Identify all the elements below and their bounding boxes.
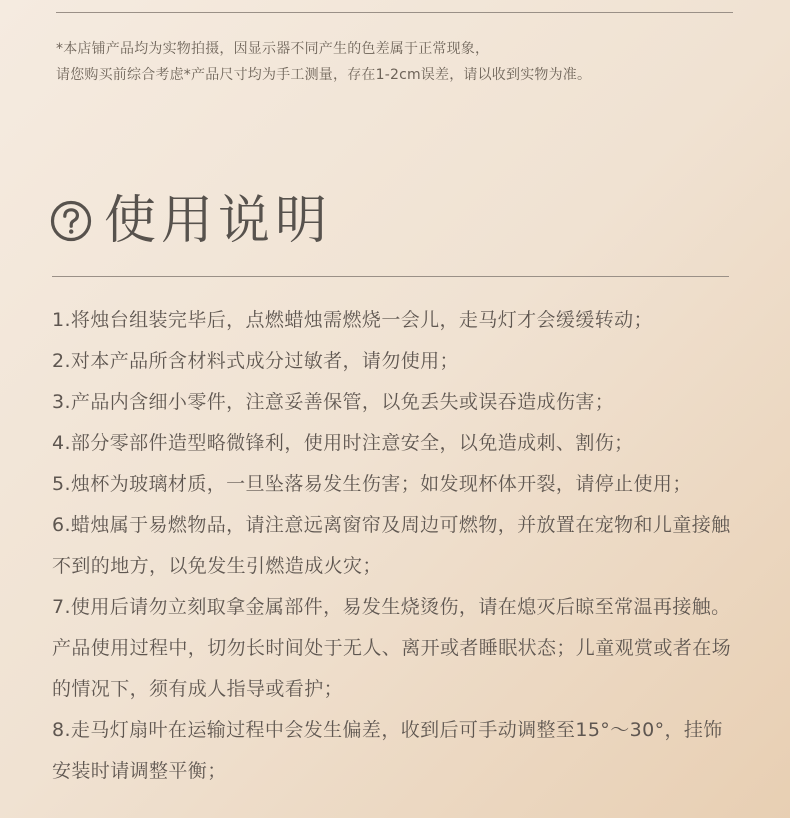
- disclaimer-line-1: *本店铺产品均为实物拍摄，因显示器不同产生的色差属于正常现象，: [56, 41, 490, 57]
- section-title: 使用说明: [104, 191, 333, 251]
- usage-note: 8.走马灯扇叶在运输过程中会发生偏差，收到后可手动调整至15°～30°，挂饰安装时请调整平衡；: [52, 719, 723, 782]
- usage-notes-list: [52, 300, 734, 792]
- usage-note: 2.对本产品所含材料式成分过敏者，请勿使用；: [52, 350, 459, 372]
- top-divider: [56, 12, 733, 13]
- usage-note: 4.部分零部件造型略微锋利，使用时注意安全，以免造成刺、割伤；: [52, 432, 634, 454]
- question-circle-icon: [50, 200, 92, 242]
- disclaimer-line-2: 请您购买前综合考虑*产品尺寸均为手工测量，存在1-2cm误差，请以收到实物为准。: [56, 67, 592, 83]
- disclaimer: [56, 36, 746, 88]
- usage-note: 6.蜡烛属于易燃物品，请注意远离窗帘及周边可燃物，并放置在宠物和儿童接触不到的地方，以免发生引燃造成火灾；: [52, 514, 731, 577]
- usage-note: 7.使用后请勿立刻取拿金属部件，易发生烧烫伤，请在熄灭后晾至常温再接触。产品使用过程中，切勿长时间处于无人、离开或者睡眠状态；儿童观赏或者在场的情况下，须有成人指导或看护；: [52, 596, 732, 700]
- usage-note: 3.产品内含细小零件，注意妥善保管，以免丢失或误吞造成伤害；: [52, 391, 615, 413]
- usage-note: 5.烛杯为玻璃材质，一旦坠落易发生伤害；如发现杯体开裂，请停止使用；: [52, 473, 692, 495]
- section-divider: [52, 276, 729, 277]
- section-heading: [50, 186, 332, 256]
- usage-note: 1.将烛台组装完毕后，点燃蜡烛需燃烧一会儿，走马灯才会缓缓转动；: [52, 309, 653, 331]
